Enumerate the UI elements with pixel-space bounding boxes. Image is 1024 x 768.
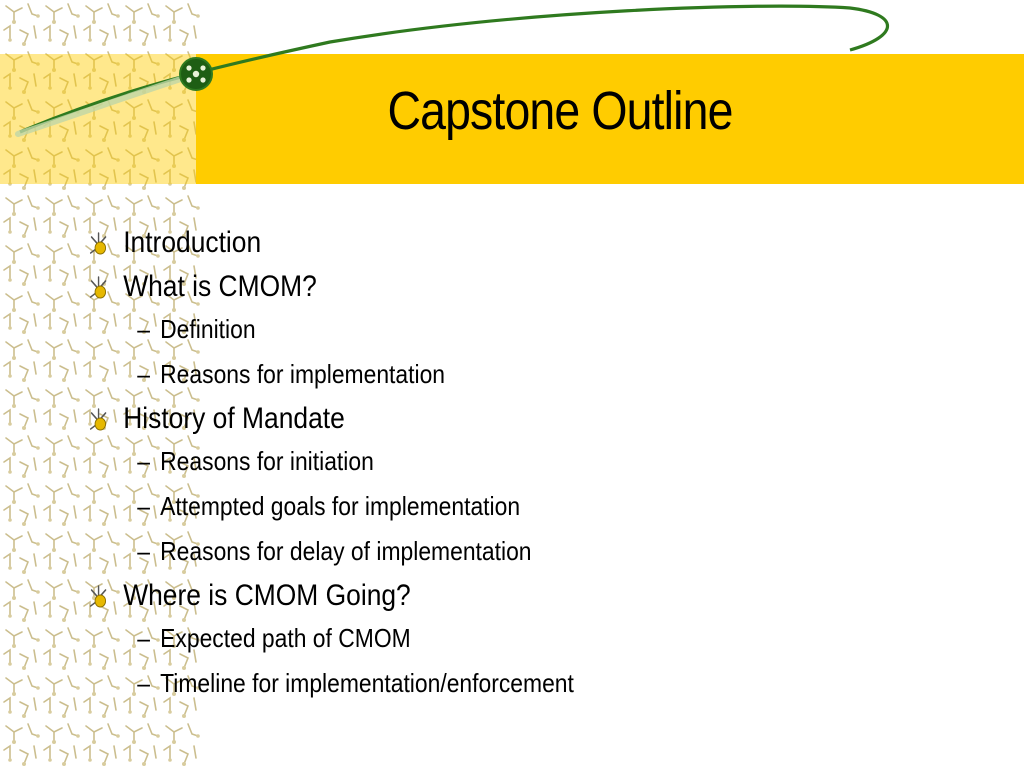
asterisk-bullet-icon — [88, 407, 109, 433]
dash-marker: – — [137, 446, 151, 476]
outline-subitem — [88, 670, 792, 696]
outline-item-label: Introduction — [123, 226, 262, 259]
dash-marker: – — [137, 668, 151, 698]
dash-marker: – — [137, 491, 151, 521]
outline-subitem — [88, 625, 792, 651]
outline-item — [88, 404, 792, 434]
outline-subitem-label: Expected path of CMOM — [160, 623, 411, 653]
outline-subitem-label: Attempted goals for implementation — [160, 491, 521, 521]
dash-marker: – — [137, 623, 151, 653]
outline-list — [88, 228, 888, 713]
outline-subitem-label: Timeline for implementation/enforcement — [160, 668, 574, 698]
outline-item — [88, 581, 792, 611]
outline-subitem — [88, 316, 792, 342]
outline-item-label: What is CMOM? — [123, 270, 317, 303]
dash-marker: – — [137, 359, 151, 389]
outline-subitem-label: Definition — [160, 314, 256, 344]
outline-item — [88, 228, 792, 258]
outline-subitem — [88, 538, 792, 564]
outline-subitem — [88, 448, 792, 474]
outline-subitem-label: Reasons for implementation — [160, 359, 446, 389]
outline-item-label: Where is CMOM Going? — [123, 579, 411, 612]
outline-subitem — [88, 361, 792, 387]
dash-marker: – — [137, 536, 151, 566]
dash-marker: – — [137, 314, 151, 344]
outline-subitem-label: Reasons for initiation — [160, 446, 374, 476]
slide-title: Capstone Outline — [387, 81, 733, 141]
asterisk-bullet-icon — [88, 275, 109, 301]
outline-item — [88, 272, 792, 302]
outline-item-label: History of Mandate — [123, 402, 345, 435]
outline-subitem-label: Reasons for delay of implementation — [160, 536, 532, 566]
asterisk-bullet-icon — [88, 584, 109, 610]
asterisk-bullet-icon — [88, 231, 109, 257]
outline-subitem — [88, 493, 792, 519]
